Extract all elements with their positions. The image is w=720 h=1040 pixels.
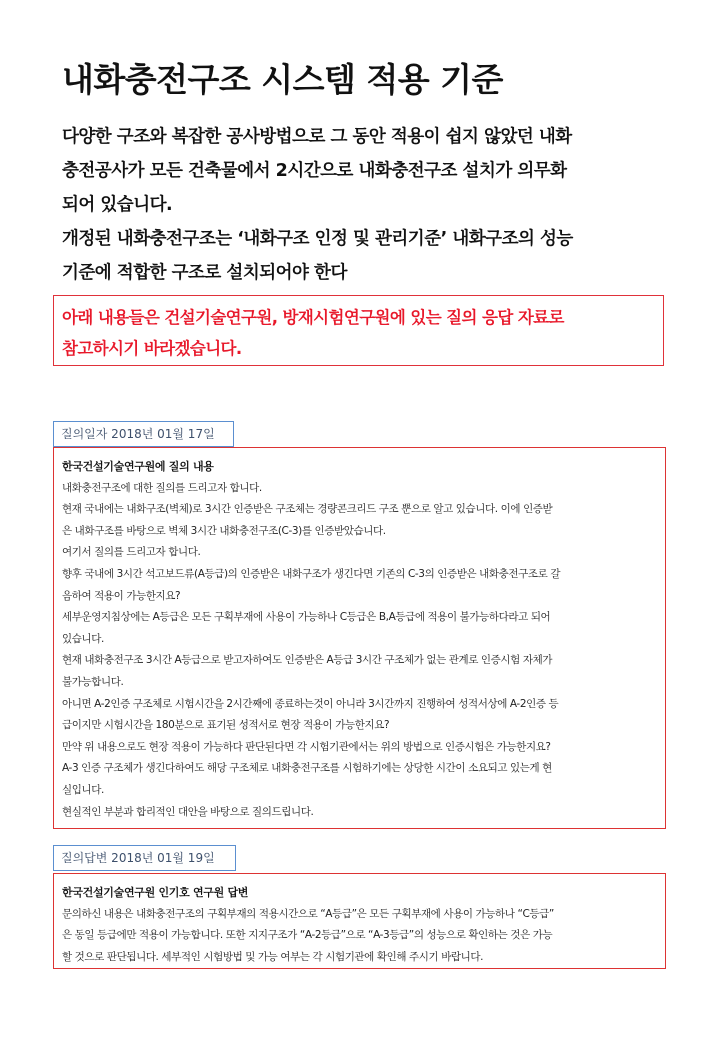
intro-line: 되어 있습니다. xyxy=(62,195,173,215)
question-line: 현재 내화충전구조 3시간 A등급으로 받고자하여도 인증받은 A등급 3시간 구조체가 없는 관계로 인증시험 자체가 xyxy=(62,654,553,667)
answer-line: 할 것으로 판단됩니다. 세부적인 시험방법 및 가능 여부는 각 시험기관에 확인해 주시기 바랍니다. xyxy=(62,950,484,963)
intro-line: 다양한 구조와 복잡한 공사방법으로 그 동안 적용이 쉽지 않았던 내화 xyxy=(62,127,572,147)
question-line: 세부운영지침상에는 A등급은 모든 구획부재에 사용이 가능하나 C등급은 B,A등급에 적용이 불가능하다라고 되어 xyxy=(62,611,551,624)
question-line: 있습니다. xyxy=(62,632,104,645)
answer-line: 은 동일 등급에만 적용이 가능합니다. 또한 지지구조가 “A-2등급”으로 “A-3등급”의 성능으로 확인하는 것은 가능 xyxy=(62,929,553,942)
question-line: 불가능합니다. xyxy=(62,675,124,688)
intro-line: 기준에 적합한 구조로 설치되어야 한다 xyxy=(62,263,347,283)
intro-line: 충전공사가 모든 건축물에서 2시간으로 내화충전구조 설치가 의무화 xyxy=(62,161,567,181)
question-line: 여기서 질의를 드리고자 합니다. xyxy=(62,546,201,559)
question-line: 은 내화구조를 바탕으로 벽체 3시간 내화충전구조(C-3)를 인증받았습니다. xyxy=(62,524,386,537)
question-line: 만약 위 내용으로도 현장 적용이 가능하다 판단된다면 각 시험기관에서는 위의 방법으로 인증시험은 가능한지요? xyxy=(62,740,551,753)
answer-body xyxy=(62,904,657,969)
answer-box xyxy=(53,873,666,969)
question-line: 현실적인 부분과 합리적인 대안을 바탕으로 질의드립니다. xyxy=(62,805,314,818)
question-line: 실입니다. xyxy=(62,783,104,796)
notice-line: 참고하시기 바라겠습니다. xyxy=(62,339,242,358)
notice-box xyxy=(53,295,664,366)
intro-paragraph xyxy=(62,120,682,290)
page-title: 내화충전구조 시스템 적용 기준 xyxy=(62,60,503,99)
question-date-label: 질의일자 2018년 01월 17일 xyxy=(53,421,234,447)
notice-line: 아래 내용들은 건설기술연구원, 방재시험연구원에 있는 질의 응답 자료로 xyxy=(62,308,564,327)
answer-heading: 한국건설기술연구원 인기호 연구원 답변 xyxy=(62,886,249,899)
question-line: 내화충전구조에 대한 질의를 드리고자 합니다. xyxy=(62,481,262,494)
question-line: 아니면 A-2인증 구조체로 시험시간을 2시간째에 종료하는것이 아니라 3시간까지 진행하여 성적서상에 A-2인증 등 xyxy=(62,697,559,710)
question-line: 현재 국내에는 내화구조(벽체)로 3시간 인증받은 구조체는 경량콘크리드 구조 뿐으로 알고 있습니다. 이에 인증받 xyxy=(62,503,553,516)
answer-line: 문의하신 내용은 내화충전구조의 구획부재의 적용시간으로 “A등급”은 모든 구획부재에 사용이 가능하나 “C등급” xyxy=(62,907,554,920)
question-line: 급이지만 시험시간을 180분으로 표기된 성적서로 현장 적용이 가능한지요? xyxy=(62,719,390,732)
question-line: A-3 인증 구조체가 생긴다하여도 해당 구조체로 내화충전구조를 시험하기에는 상당한 시간이 소요되고 있는게 현 xyxy=(62,762,552,775)
question-heading: 한국건설기술연구원에 질의 내용 xyxy=(62,460,214,473)
question-line: 향후 국내에 3시간 석고보드류(A등급)의 인증받은 내화구조가 생긴다면 기존의 C-3의 인증받은 내화충전구조로 갈 xyxy=(62,567,561,580)
answer-date-label: 질의답변 2018년 01월 19일 xyxy=(53,845,236,871)
question-line: 음하여 적용이 가능한지요? xyxy=(62,589,181,602)
intro-line: 개정된 내화충전구조는 ‘내화구조 인정 및 관리기준’ 내화구조의 성능 xyxy=(62,229,573,249)
question-body xyxy=(62,478,657,824)
question-box xyxy=(53,447,666,829)
